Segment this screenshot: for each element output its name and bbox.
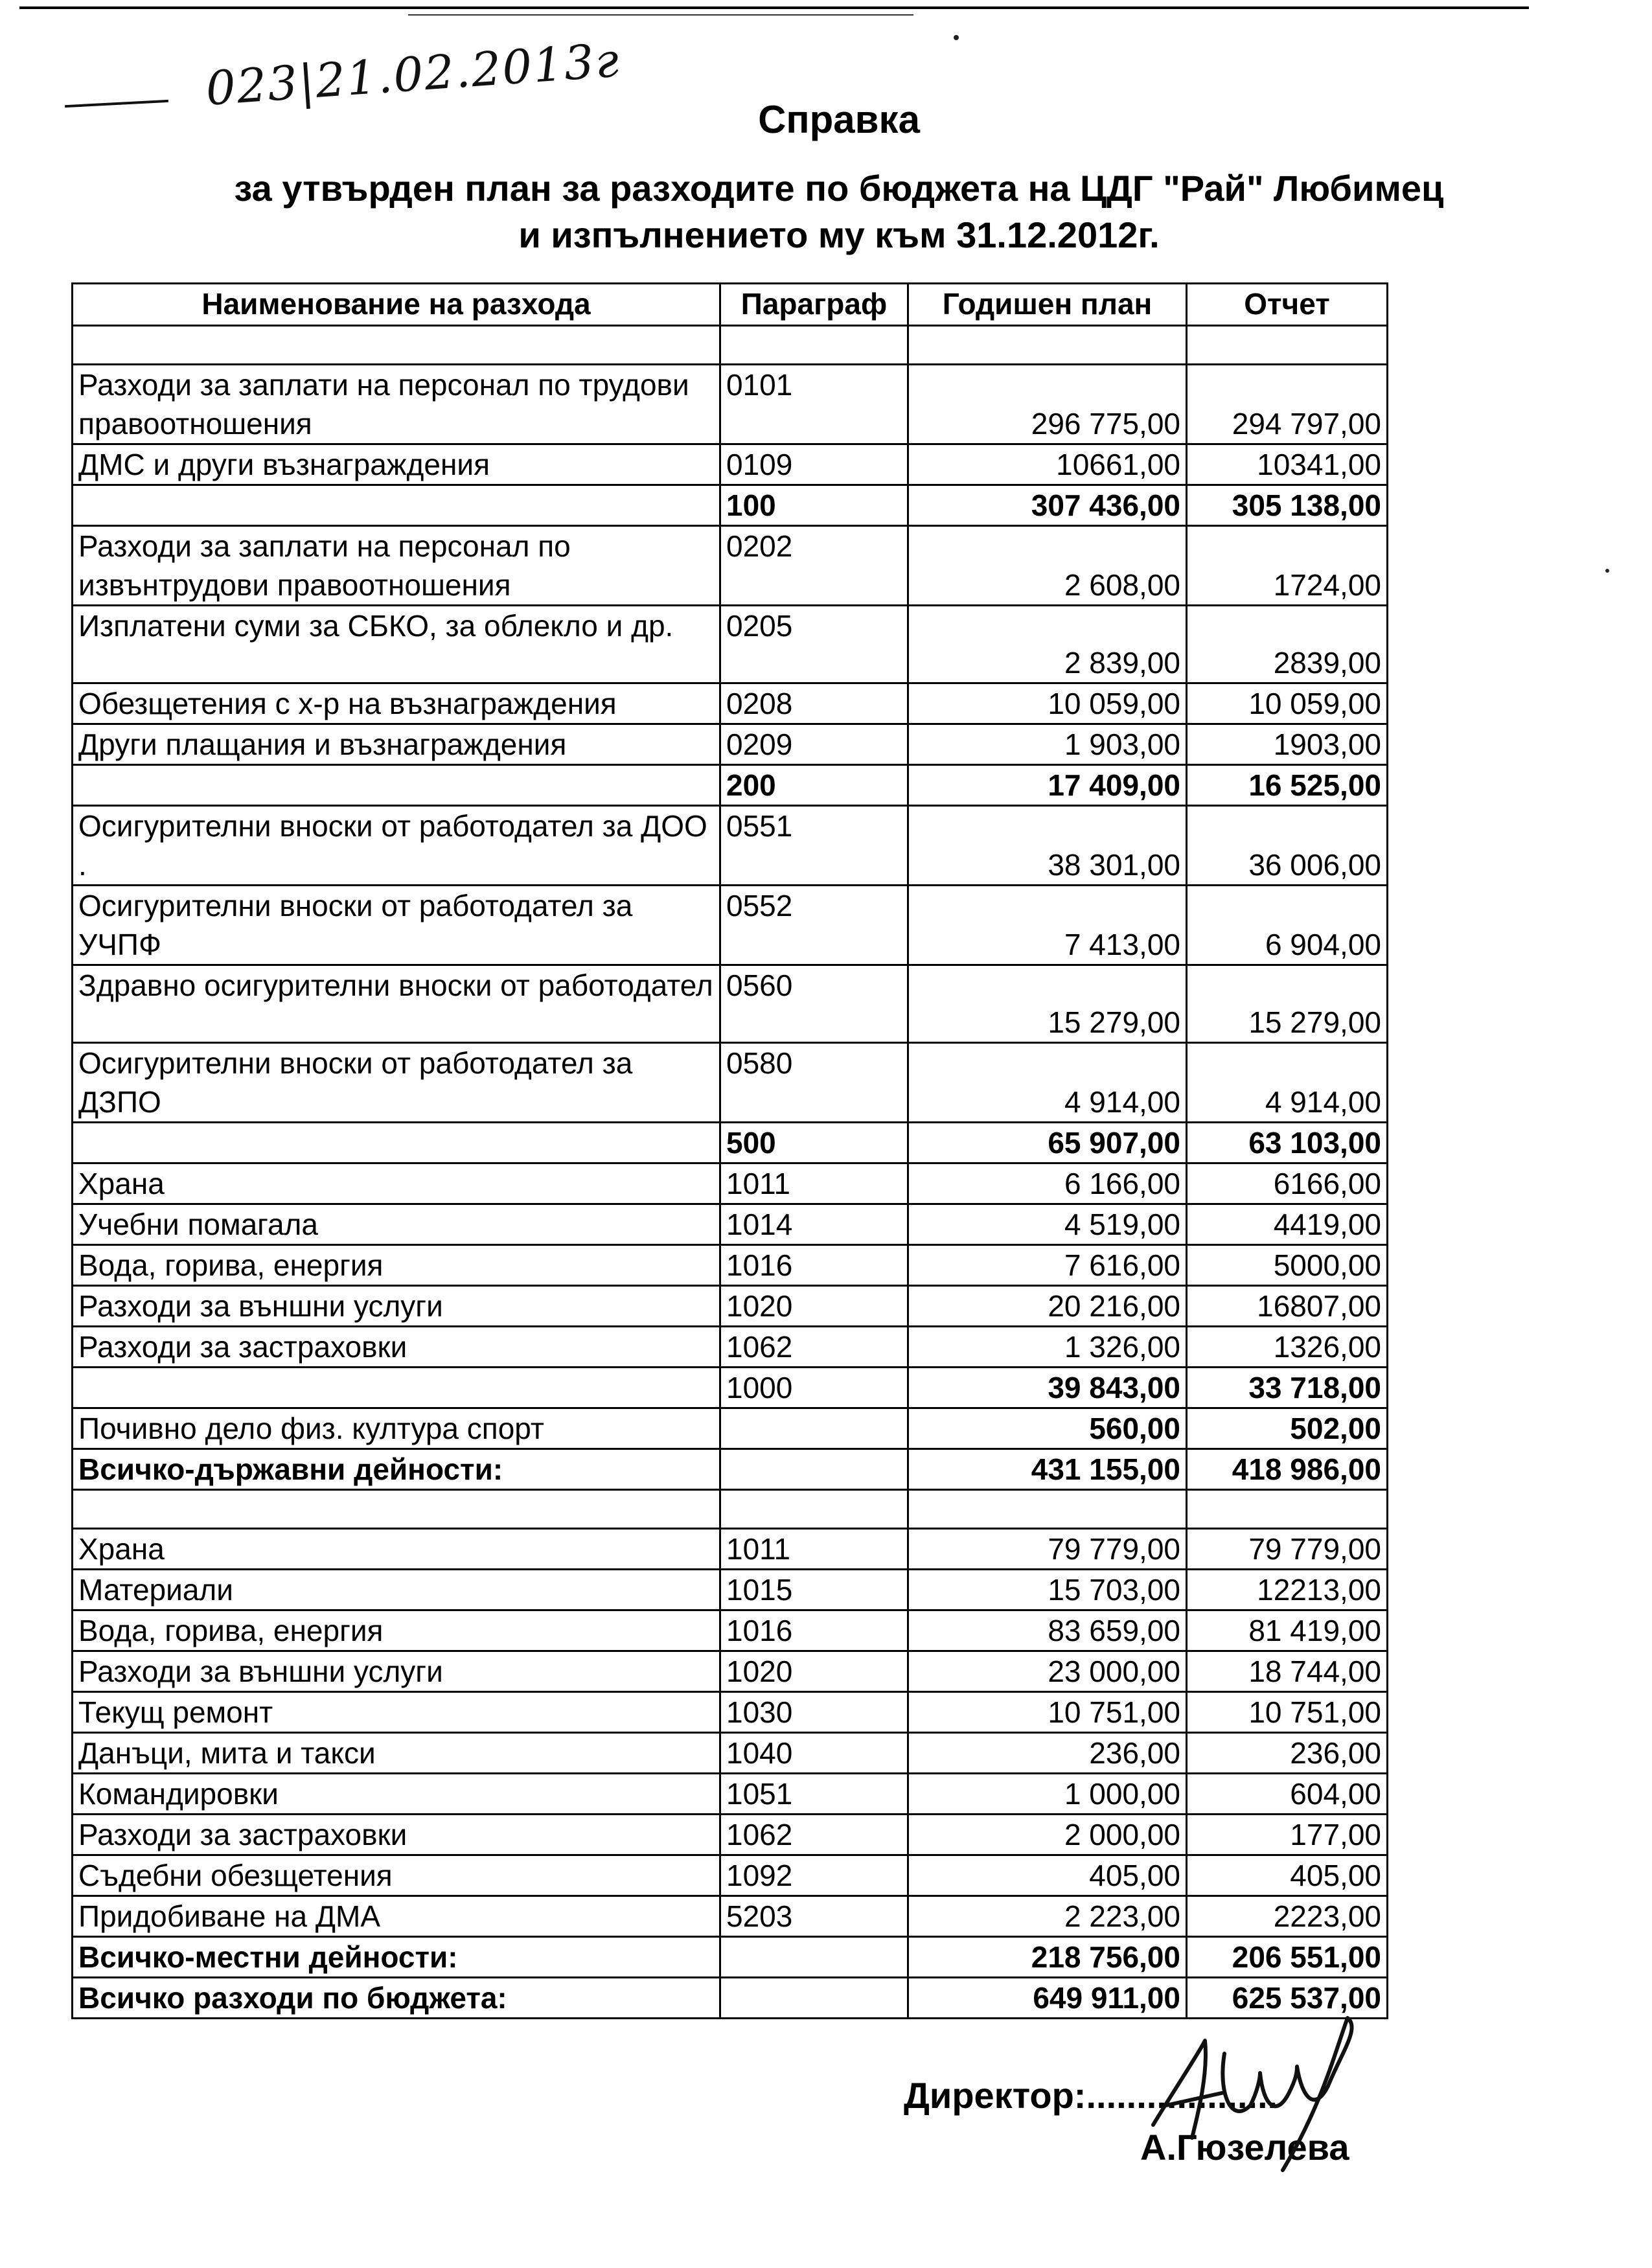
- row-paragraph-cell: 1020: [720, 1286, 908, 1327]
- row-plan-cell: 218 756,00: [908, 1937, 1187, 1978]
- table-row: [73, 1529, 1388, 1570]
- table-row: [73, 965, 1388, 1043]
- row-report-cell: 10 059,00: [1187, 683, 1388, 724]
- table-row: [73, 683, 1388, 724]
- row-paragraph-cell: [720, 1937, 908, 1978]
- table-row: [73, 1978, 1388, 2019]
- row-paragraph-cell: 1011: [720, 1529, 908, 1570]
- table-row: [73, 1855, 1388, 1896]
- row-paragraph-cell: 0551: [720, 806, 908, 886]
- row-name-cell: Изплатени суми за СБКО, за облекло и др.: [73, 606, 720, 683]
- row-plan-cell: 1 903,00: [908, 724, 1187, 765]
- table-row: [73, 1815, 1388, 1855]
- row-name-cell: Разходи за застраховки: [73, 1327, 720, 1368]
- table-row: [73, 1937, 1388, 1978]
- table-header-row: [73, 284, 1388, 326]
- row-paragraph-cell: [720, 1449, 908, 1490]
- row-paragraph-cell: 0208: [720, 683, 908, 724]
- table-row: [73, 1245, 1388, 1286]
- table-row: [73, 1651, 1388, 1692]
- row-paragraph-cell: [720, 1490, 908, 1529]
- header-paragraph: Параграф: [720, 284, 908, 326]
- row-paragraph-cell: 1016: [720, 1245, 908, 1286]
- row-name-cell: Храна: [73, 1163, 720, 1204]
- row-name-cell: Материали: [73, 1570, 720, 1610]
- row-plan-cell: 15 279,00: [908, 965, 1187, 1043]
- row-report-cell: 18 744,00: [1187, 1651, 1388, 1692]
- top-border-line: [19, 6, 1529, 9]
- table-row: [73, 1123, 1388, 1163]
- row-report-cell: 81 419,00: [1187, 1610, 1388, 1651]
- row-name-cell: Вода, горива, енергия: [73, 1245, 720, 1286]
- table-row: [73, 485, 1388, 526]
- row-paragraph-cell: 200: [720, 765, 908, 806]
- table-row: [73, 1449, 1388, 1490]
- row-name-cell: Вода, горива, енергия: [73, 1610, 720, 1651]
- row-paragraph-cell: 0209: [720, 724, 908, 765]
- row-name-cell: Данъци, мита и такси: [73, 1733, 720, 1774]
- row-paragraph-cell: 1030: [720, 1692, 908, 1733]
- row-report-cell: 15 279,00: [1187, 965, 1388, 1043]
- row-name-cell: ДМС и други възнаграждения: [73, 444, 720, 485]
- row-report-cell: 6166,00: [1187, 1163, 1388, 1204]
- document-subtitle-line1: за утвърден план за разходите по бюджета на ЦДГ "Рай" Любимец: [234, 168, 1444, 209]
- table-row: [73, 606, 1388, 683]
- row-plan-cell: 2 000,00: [908, 1815, 1187, 1855]
- row-plan-cell: 10 059,00: [908, 683, 1187, 724]
- row-report-cell: [1187, 1490, 1388, 1529]
- row-report-cell: 16807,00: [1187, 1286, 1388, 1327]
- row-name-cell: [73, 1123, 720, 1163]
- row-name-cell: Почивно дело физ. култура спорт: [73, 1408, 720, 1449]
- table-row: [73, 724, 1388, 765]
- row-paragraph-cell: 1062: [720, 1815, 908, 1855]
- row-plan-cell: 431 155,00: [908, 1449, 1187, 1490]
- row-name-cell: Други плащания и възнаграждения: [73, 724, 720, 765]
- row-report-cell: 206 551,00: [1187, 1937, 1388, 1978]
- row-paragraph-cell: 0580: [720, 1043, 908, 1123]
- row-report-cell: 5000,00: [1187, 1245, 1388, 1286]
- row-report-cell: 502,00: [1187, 1408, 1388, 1449]
- table-row: [73, 765, 1388, 806]
- row-plan-cell: 23 000,00: [908, 1651, 1187, 1692]
- row-name-cell: Осигурителни вноски от работодател за ДЗПО: [73, 1043, 720, 1123]
- row-name-cell: Осигурителни вноски от работодател за УЧПФ: [73, 886, 720, 965]
- row-name-cell: Разходи за външни услуги: [73, 1286, 720, 1327]
- row-plan-cell: 39 843,00: [908, 1368, 1187, 1408]
- row-report-cell: 294 797,00: [1187, 365, 1388, 444]
- budget-table: [71, 282, 1388, 2019]
- row-name-cell: Съдебни обезщетения: [73, 1855, 720, 1896]
- row-paragraph-cell: 500: [720, 1123, 908, 1163]
- row-paragraph-cell: 1015: [720, 1570, 908, 1610]
- table-row: [73, 1610, 1388, 1651]
- row-paragraph-cell: 0205: [720, 606, 908, 683]
- table-row: [73, 1570, 1388, 1610]
- row-plan-cell: 20 216,00: [908, 1286, 1187, 1327]
- row-plan-cell: 4 519,00: [908, 1204, 1187, 1245]
- row-paragraph-cell: 0101: [720, 365, 908, 444]
- row-plan-cell: 560,00: [908, 1408, 1187, 1449]
- row-report-cell: 10341,00: [1187, 444, 1388, 485]
- row-name-cell: Всичко-местни дейности:: [73, 1937, 720, 1978]
- header-name: Наименование на разхода: [73, 284, 720, 326]
- row-plan-cell: [908, 1490, 1187, 1529]
- row-report-cell: 405,00: [1187, 1855, 1388, 1896]
- row-name-cell: Разходи за заплати на персонал по извънтрудови правоотношения: [73, 526, 720, 606]
- table-row: [73, 365, 1388, 444]
- row-name-cell: Учебни помагала: [73, 1204, 720, 1245]
- table-row: [73, 1163, 1388, 1204]
- row-name-cell: Всичко разходи по бюджета:: [73, 1978, 720, 2019]
- handwritten-reference: 023|21.02.2013г: [204, 32, 622, 116]
- table-body: [73, 326, 1388, 2019]
- row-plan-cell: 1 000,00: [908, 1774, 1187, 1815]
- row-paragraph-cell: 0202: [720, 526, 908, 606]
- row-report-cell: 1903,00: [1187, 724, 1388, 765]
- header-annual-plan: Годишен план: [908, 284, 1187, 326]
- table-row: [73, 806, 1388, 886]
- row-name-cell: [73, 326, 720, 365]
- table-row: [73, 1692, 1388, 1733]
- row-report-cell: 2223,00: [1187, 1896, 1388, 1937]
- row-name-cell: Храна: [73, 1529, 720, 1570]
- row-plan-cell: 79 779,00: [908, 1529, 1187, 1570]
- row-plan-cell: 65 907,00: [908, 1123, 1187, 1163]
- table-row: [73, 1490, 1388, 1529]
- row-report-cell: 6 904,00: [1187, 886, 1388, 965]
- row-paragraph-cell: 5203: [720, 1896, 908, 1937]
- row-plan-cell: 296 775,00: [908, 365, 1187, 444]
- handwritten-signature: [1127, 2015, 1399, 2183]
- row-name-cell: Текущ ремонт: [73, 1692, 720, 1733]
- row-paragraph-cell: 0109: [720, 444, 908, 485]
- row-plan-cell: 6 166,00: [908, 1163, 1187, 1204]
- document-title: Справка: [758, 98, 920, 141]
- table-row: [73, 1327, 1388, 1368]
- row-paragraph-cell: 1014: [720, 1204, 908, 1245]
- table-row: [73, 1408, 1388, 1449]
- row-name-cell: Командировки: [73, 1774, 720, 1815]
- row-plan-cell: 405,00: [908, 1855, 1187, 1896]
- row-plan-cell: 7 616,00: [908, 1245, 1187, 1286]
- scan-speck: [954, 35, 959, 40]
- row-paragraph-cell: 1011: [720, 1163, 908, 1204]
- row-plan-cell: 4 914,00: [908, 1043, 1187, 1123]
- row-plan-cell: 2 608,00: [908, 526, 1187, 606]
- table-row: [73, 1204, 1388, 1245]
- row-paragraph-cell: 1040: [720, 1733, 908, 1774]
- row-plan-cell: 307 436,00: [908, 485, 1187, 526]
- table-row: [73, 1896, 1388, 1937]
- row-plan-cell: 2 839,00: [908, 606, 1187, 683]
- table-row: [73, 1733, 1388, 1774]
- row-report-cell: 1724,00: [1187, 526, 1388, 606]
- row-name-cell: [73, 1490, 720, 1529]
- row-paragraph-cell: 1000: [720, 1368, 908, 1408]
- row-report-cell: 604,00: [1187, 1774, 1388, 1815]
- row-plan-cell: 2 223,00: [908, 1896, 1187, 1937]
- row-name-cell: Обезщетения с х-р на възнаграждения: [73, 683, 720, 724]
- table-row: [73, 1774, 1388, 1815]
- row-plan-cell: 649 911,00: [908, 1978, 1187, 2019]
- row-paragraph-cell: [720, 1408, 908, 1449]
- row-report-cell: 10 751,00: [1187, 1692, 1388, 1733]
- row-name-cell: Придобиване на ДМА: [73, 1896, 720, 1937]
- table-row: [73, 1043, 1388, 1123]
- row-paragraph-cell: 0552: [720, 886, 908, 965]
- row-paragraph-cell: 1062: [720, 1327, 908, 1368]
- row-report-cell: 1326,00: [1187, 1327, 1388, 1368]
- row-report-cell: 236,00: [1187, 1733, 1388, 1774]
- row-report-cell: 305 138,00: [1187, 485, 1388, 526]
- row-plan-cell: 10661,00: [908, 444, 1187, 485]
- director-name: А.Гюзелева: [1140, 2127, 1349, 2168]
- row-name-cell: Осигурителни вноски от работодател за ДОО .: [73, 806, 720, 886]
- row-plan-cell: 38 301,00: [908, 806, 1187, 886]
- row-paragraph-cell: [720, 326, 908, 365]
- row-report-cell: 177,00: [1187, 1815, 1388, 1855]
- row-name-cell: Разходи за заплати на персонал по трудови правоотношения: [73, 365, 720, 444]
- row-name-cell: [73, 1368, 720, 1408]
- row-plan-cell: 1 326,00: [908, 1327, 1187, 1368]
- row-report-cell: 63 103,00: [1187, 1123, 1388, 1163]
- header-report: Отчет: [1187, 284, 1388, 326]
- row-plan-cell: 17 409,00: [908, 765, 1187, 806]
- row-report-cell: 16 525,00: [1187, 765, 1388, 806]
- row-paragraph-cell: 1020: [720, 1651, 908, 1692]
- row-paragraph-cell: 1051: [720, 1774, 908, 1815]
- row-paragraph-cell: 0560: [720, 965, 908, 1043]
- row-name-cell: [73, 765, 720, 806]
- table-row: [73, 526, 1388, 606]
- row-name-cell: Здравно осигурителни вноски от работодател: [73, 965, 720, 1043]
- row-report-cell: 12213,00: [1187, 1570, 1388, 1610]
- document-subtitle-line2: и изпълнението му към 31.12.2012г.: [518, 214, 1160, 255]
- row-report-cell: 36 006,00: [1187, 806, 1388, 886]
- row-name-cell: Разходи за застраховки: [73, 1815, 720, 1855]
- table-row: [73, 444, 1388, 485]
- row-report-cell: [1187, 326, 1388, 365]
- row-name-cell: Всичко-държавни дейности:: [73, 1449, 720, 1490]
- scan-speck: [1605, 569, 1609, 573]
- table-row: [73, 886, 1388, 965]
- row-plan-cell: 83 659,00: [908, 1610, 1187, 1651]
- row-report-cell: 2839,00: [1187, 606, 1388, 683]
- row-report-cell: 4419,00: [1187, 1204, 1388, 1245]
- row-report-cell: 79 779,00: [1187, 1529, 1388, 1570]
- row-plan-cell: 10 751,00: [908, 1692, 1187, 1733]
- row-report-cell: 33 718,00: [1187, 1368, 1388, 1408]
- row-plan-cell: 15 703,00: [908, 1570, 1187, 1610]
- row-paragraph-cell: 1092: [720, 1855, 908, 1896]
- row-report-cell: 4 914,00: [1187, 1043, 1388, 1123]
- row-plan-cell: 236,00: [908, 1733, 1187, 1774]
- row-paragraph-cell: 100: [720, 485, 908, 526]
- row-plan-cell: [908, 326, 1187, 365]
- row-report-cell: 418 986,00: [1187, 1449, 1388, 1490]
- row-name-cell: [73, 485, 720, 526]
- row-name-cell: Разходи за външни услуги: [73, 1651, 720, 1692]
- table-row: [73, 326, 1388, 365]
- row-paragraph-cell: 1016: [720, 1610, 908, 1651]
- table-row: [73, 1286, 1388, 1327]
- top-border-line-secondary: [408, 14, 913, 16]
- row-paragraph-cell: [720, 1978, 908, 2019]
- table-row: [73, 1368, 1388, 1408]
- director-label: Директор:...................: [904, 2075, 1278, 2116]
- row-plan-cell: 7 413,00: [908, 886, 1187, 965]
- row-report-cell: 625 537,00: [1187, 1978, 1388, 2019]
